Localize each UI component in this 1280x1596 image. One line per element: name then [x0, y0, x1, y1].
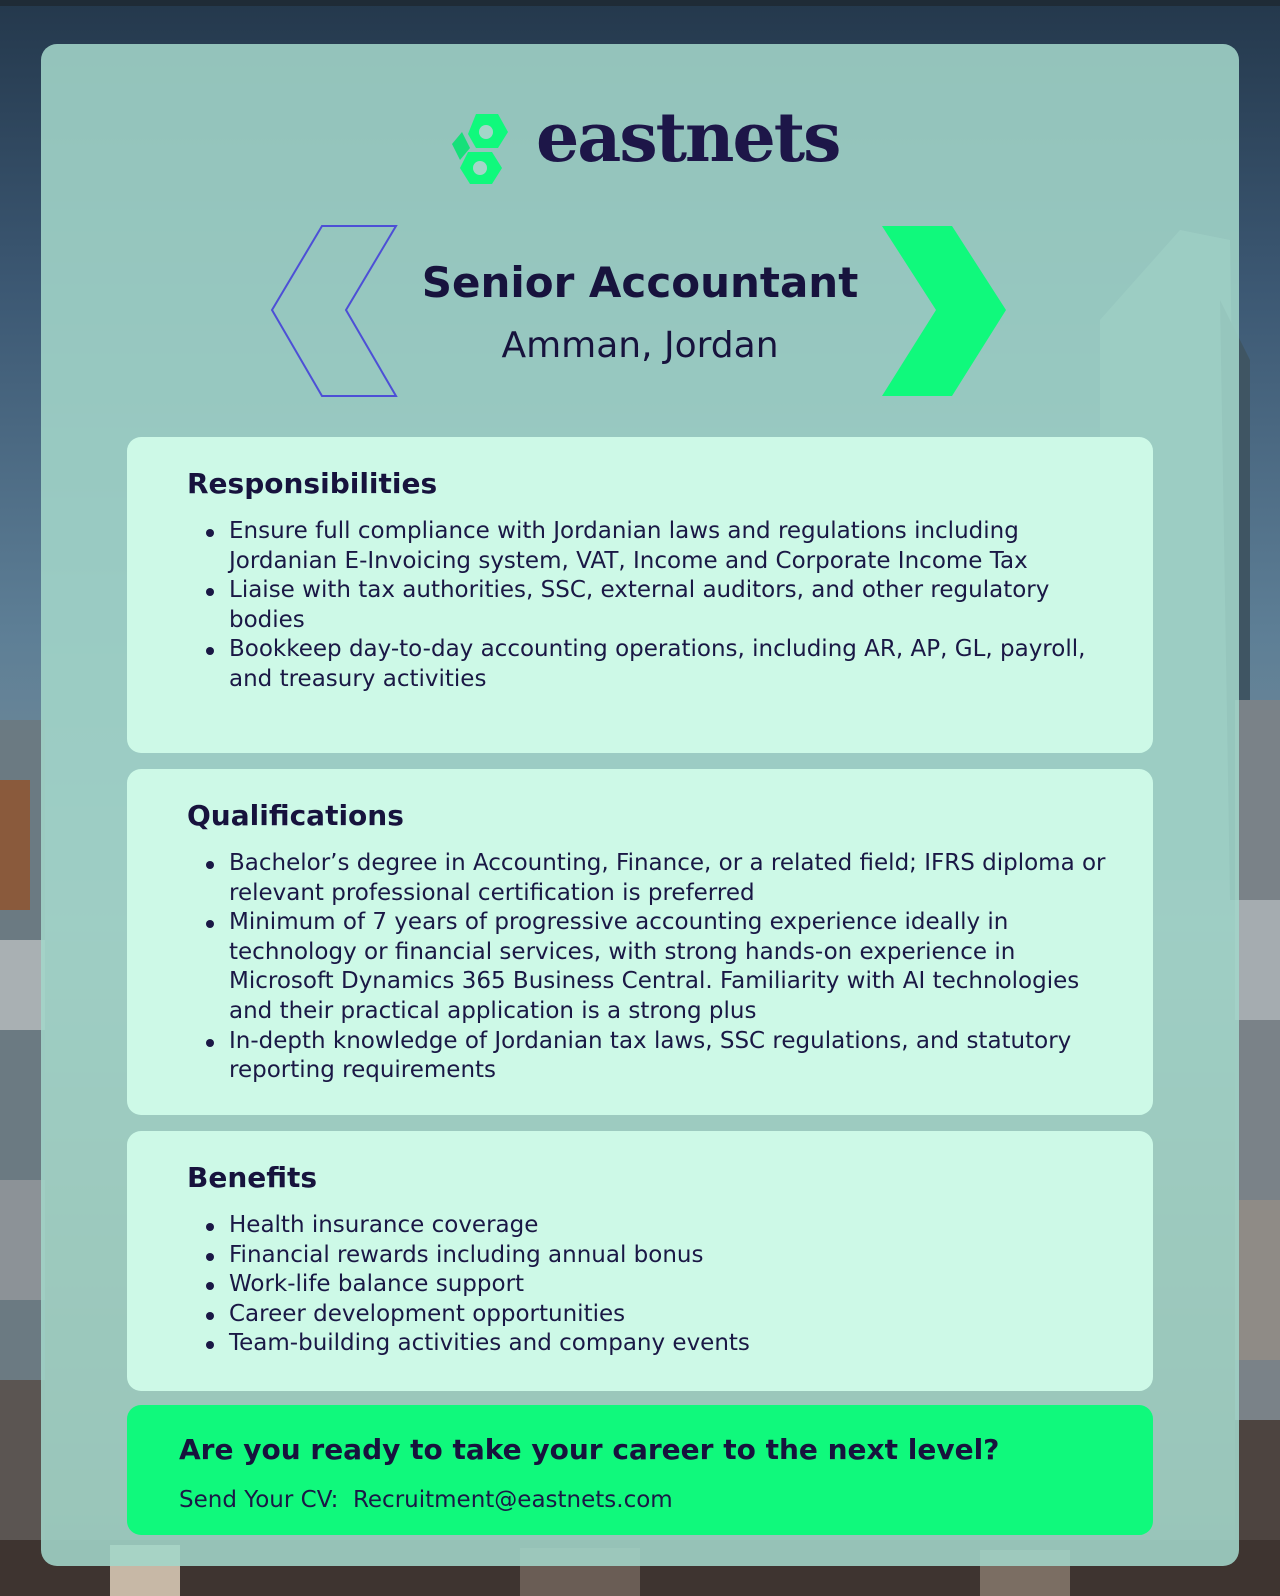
list-item: Liaise with tax authorities, SSC, external auditors, and other regulatory bodies [229, 576, 1109, 635]
list-item: Team-building activities and company events [229, 1329, 1109, 1359]
call-to-action-banner [127, 1405, 1153, 1535]
cta-contact-line [179, 1487, 673, 1513]
job-location: Amman, Jordan [501, 325, 779, 366]
qualifications-list [229, 849, 1109, 1086]
left-chevron-outline-icon [272, 226, 390, 398]
list-item: In-depth knowledge of Jordanian tax laws, SSC regulations, and statutory reporting requirements [229, 1027, 1109, 1086]
responsibilities-list [229, 517, 1109, 695]
left-chevron-icon [272, 226, 396, 396]
benefits-card [127, 1131, 1153, 1391]
list-item: Health insurance coverage [229, 1211, 1109, 1241]
list-item: Financial rewards including annual bonus [229, 1241, 1109, 1271]
qualifications-heading: Qualifications [187, 799, 404, 832]
responsibilities-card [127, 437, 1153, 753]
eastnets-logo [446, 98, 846, 194]
list-item: Work-life balance support [229, 1270, 1109, 1300]
list-item: Bookkeep day-to-day accounting operations, including AR, AP, GL, payroll, and treasury activities [229, 635, 1109, 694]
cv-label: Send Your CV: [179, 1487, 339, 1513]
list-item: Ensure full compliance with Jordanian laws and regulations including Jordanian E-Invoicing system, VAT, Income and Corporate Income Tax [229, 517, 1109, 576]
brand-name: eastnets [536, 98, 840, 178]
cta-headline: Are you ready to take your career to the next level? [179, 1433, 1000, 1466]
benefits-heading: Benefits [187, 1161, 318, 1194]
responsibilities-heading: Responsibilities [187, 467, 438, 500]
job-title: Senior Accountant [421, 258, 859, 307]
eastnets-mark-icon [446, 104, 536, 194]
chevron-decoration [270, 224, 1010, 404]
benefits-list [229, 1211, 1109, 1359]
list-item: Minimum of 7 years of progressive accounting experience ideally in technology or financial services, with strong hands-on experience in Microsoft Dynamics 365 Business Central. Familiarity with AI technologies and their practical application is a strong plus [229, 908, 1109, 1026]
list-item: Bachelor’s degree in Accounting, Finance, or a related field; IFRS diploma or relevant professional certification is preferred [229, 849, 1109, 908]
right-chevron-icon [882, 226, 1006, 396]
recruitment-email-link[interactable]: Recruitment@eastnets.com [352, 1487, 673, 1513]
qualifications-card [127, 769, 1153, 1115]
list-item: Career development opportunities [229, 1300, 1109, 1330]
